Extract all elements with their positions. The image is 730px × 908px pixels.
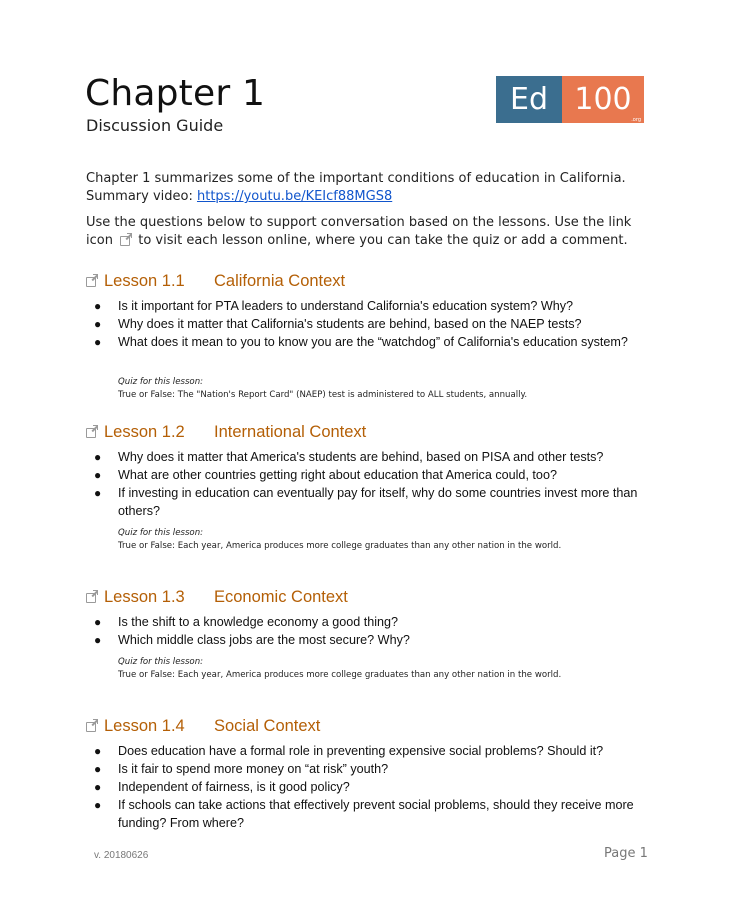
question-text: What are other countries getting right about education that America could, too? <box>118 468 557 482</box>
quiz-block <box>118 656 588 681</box>
external-link-icon[interactable] <box>86 591 98 603</box>
lesson-heading[interactable] <box>86 421 366 443</box>
bullet-icon: ● <box>94 633 102 647</box>
lesson-name: International Context <box>214 422 367 441</box>
page-subtitle: Discussion Guide <box>86 116 224 135</box>
question-text: What does it mean to you to know you are the “watchdog” of California's education system? <box>118 335 628 349</box>
list-item <box>94 315 639 333</box>
instructions-part1: Use the questions below to support conversation based on the lessons. Use the link icon <box>86 215 632 248</box>
instructions-part2: to visit each lesson online, where you can take the quiz or add a comment. <box>138 233 628 248</box>
list-item <box>94 796 639 832</box>
summary-text: Chapter 1 summarizes some of the important conditions of education in California. <box>86 171 626 186</box>
version-label: v. 20180626 <box>94 850 149 861</box>
quiz-label: Quiz for this lesson: <box>118 528 204 538</box>
list-item <box>94 613 639 631</box>
question-text: Why does it matter that America's students are behind, based on PISA and other tests? <box>118 450 604 464</box>
question-text: Is it important for PTA leaders to understand California's education system? Why? <box>118 299 574 313</box>
quiz-block <box>118 376 588 401</box>
logo-100-block <box>562 76 644 123</box>
bullet-icon: ● <box>94 450 102 464</box>
question-list <box>94 297 639 351</box>
intro-summary <box>86 170 646 206</box>
list-item <box>94 333 639 351</box>
lesson-name: California Context <box>214 271 346 290</box>
quiz-text: True or False: Each year, America produces more college graduates than any other nation in the world. <box>118 540 562 551</box>
list-item <box>94 448 639 466</box>
logo-100-text: 100 <box>574 82 632 117</box>
external-link-icon[interactable] <box>86 275 98 287</box>
bullet-icon: ● <box>94 744 102 758</box>
question-text: Why does it matter that California's students are behind, based on the NAEP tests? <box>118 317 582 331</box>
intro-instructions <box>86 214 646 250</box>
question-text: If investing in education can eventually pay for itself, why do some countries invest more than others? <box>118 486 638 518</box>
question-list <box>94 742 639 832</box>
question-text: Is the shift to a knowledge economy a good thing? <box>118 615 399 629</box>
lesson-number: Lesson 1.3 <box>104 587 185 606</box>
bullet-icon: ● <box>94 317 102 331</box>
bullet-icon: ● <box>94 486 102 500</box>
summary-video-label: Summary video: <box>86 189 197 204</box>
bullet-icon: ● <box>94 780 102 794</box>
question-text: Is it fair to spend more money on “at risk” youth? <box>118 762 389 776</box>
question-text: Independent of fairness, is it good policy? <box>118 780 350 794</box>
page-number: Page 1 <box>604 846 648 861</box>
bullet-icon: ● <box>94 798 102 812</box>
question-list <box>94 448 639 520</box>
lesson-number: Lesson 1.2 <box>104 422 185 441</box>
logo-org-text: .org <box>631 117 641 123</box>
quiz-text: True or False: The "Nation's Report Card" (NAEP) test is administered to ALL students, annually. <box>118 389 528 400</box>
list-item <box>94 297 639 315</box>
lesson-heading[interactable] <box>86 586 348 608</box>
question-text: Does education have a formal role in preventing expensive social problems? Should it? <box>118 744 604 758</box>
quiz-text: True or False: Each year, America produces more college graduates than any other nation in the world. <box>118 669 562 680</box>
lesson-number: Lesson 1.4 <box>104 716 185 735</box>
bullet-icon: ● <box>94 762 102 776</box>
summary-video-line <box>86 188 646 206</box>
lesson-heading[interactable] <box>86 715 320 737</box>
external-link-icon <box>120 234 131 245</box>
lesson-name: Economic Context <box>214 587 348 606</box>
external-link-icon[interactable] <box>86 426 98 438</box>
summary-video-link[interactable]: https://youtu.be/KEIcf88MGS8 <box>196 189 393 204</box>
question-list <box>94 613 639 649</box>
bullet-icon: ● <box>94 615 102 629</box>
bullet-icon: ● <box>94 468 102 482</box>
question-text: Which middle class jobs are the most secure? Why? <box>118 633 410 647</box>
lesson-number: Lesson 1.1 <box>104 271 185 290</box>
logo-ed-text: Ed <box>496 76 562 123</box>
external-link-icon[interactable] <box>86 720 98 732</box>
list-item <box>94 466 639 484</box>
quiz-block <box>118 527 588 552</box>
list-item <box>94 631 639 649</box>
page-title: Chapter 1 <box>85 73 266 114</box>
question-text: If schools can take actions that effectively prevent social problems, should they receive more funding? From where? <box>118 798 634 830</box>
bullet-icon: ● <box>94 335 102 349</box>
ed100-logo <box>496 76 644 123</box>
list-item <box>94 742 639 760</box>
lesson-heading[interactable] <box>86 270 345 292</box>
list-item <box>94 760 639 778</box>
list-item <box>94 778 639 796</box>
list-item <box>94 484 639 520</box>
quiz-label: Quiz for this lesson: <box>118 657 204 667</box>
quiz-label: Quiz for this lesson: <box>118 377 204 387</box>
bullet-icon: ● <box>94 299 102 313</box>
lesson-name: Social Context <box>214 716 321 735</box>
